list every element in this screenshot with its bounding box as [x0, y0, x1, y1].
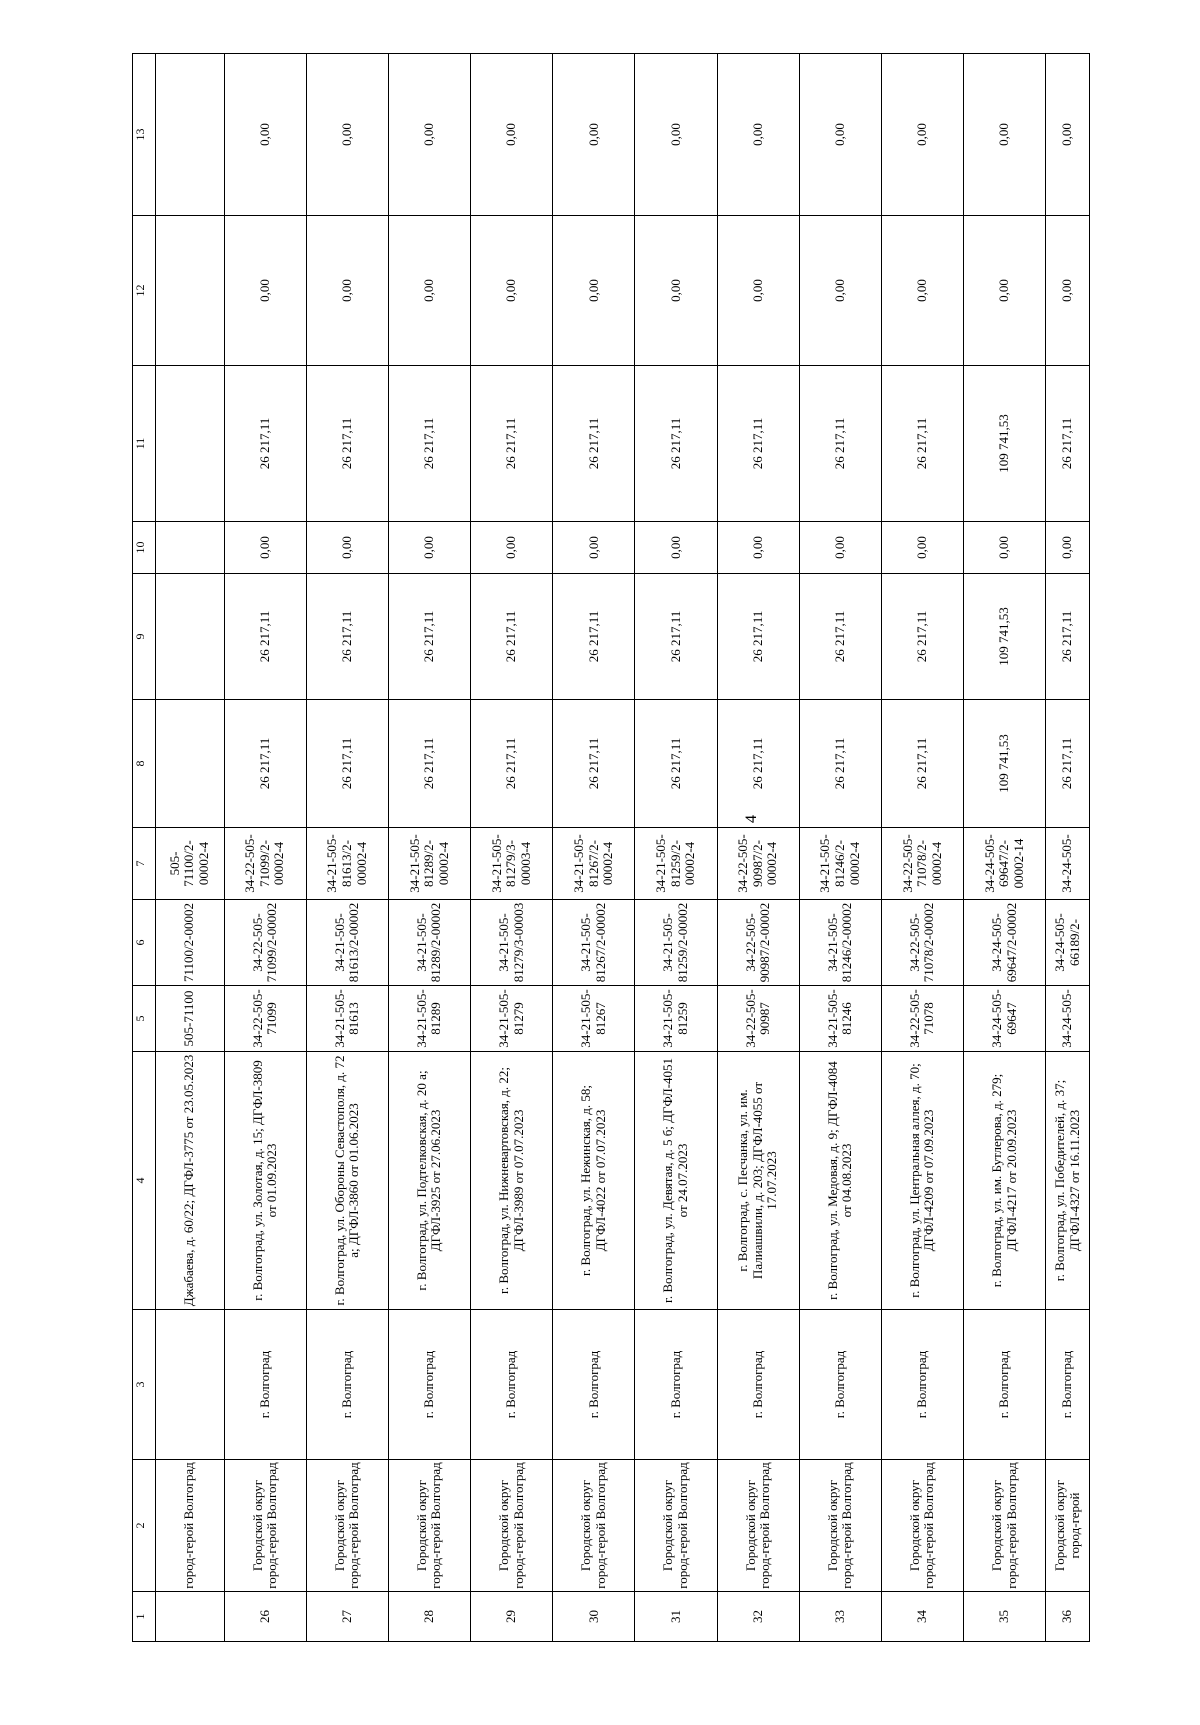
- address-cell: г. Волгоград, ул. Золотая, д. 15; ДГФЛ-3809 от 01.09.2023: [224, 1052, 306, 1310]
- value-cell-9: 26 217,11: [1046, 574, 1090, 700]
- row-number: 33: [799, 1592, 881, 1642]
- municipality-cell: Городской округ город-герой: [1046, 1460, 1090, 1592]
- value-cell-13: 0,00: [224, 54, 306, 216]
- column-number: 3: [133, 1310, 156, 1460]
- locality-cell: г. Волгоград: [388, 1310, 470, 1460]
- municipality-cell: Городской округ город-герой Волгоград: [717, 1460, 799, 1592]
- code-cell-6: 34-21-505-81289/2-00002: [388, 900, 470, 986]
- value-cell-8: [155, 700, 224, 828]
- value-cell-9: 26 217,11: [553, 574, 635, 700]
- code-cell-6: 34-21-505-81246/2-00002: [799, 900, 881, 986]
- value-cell-11: 26 217,11: [1046, 366, 1090, 522]
- value-cell-9: 26 217,11: [471, 574, 553, 700]
- value-cell-12: [155, 216, 224, 366]
- locality-cell: [155, 1310, 224, 1460]
- table-row: [306, 54, 388, 1642]
- address-cell: г. Волгоград, ул. им. Бутлерова, д. 279; ДГФЛ-4217 от 20.09.2023: [964, 1052, 1046, 1310]
- code-cell-7: 34-21-505-81279/3-00003-4: [471, 828, 553, 900]
- code-cell-6: 34-24-505-66189/2-: [1046, 900, 1090, 986]
- value-cell-12: 0,00: [388, 216, 470, 366]
- code-cell-6: 71100/2-00002: [155, 900, 224, 986]
- value-cell-9: 26 217,11: [799, 574, 881, 700]
- value-cell-9: 26 217,11: [881, 574, 963, 700]
- value-cell-12: 0,00: [635, 216, 717, 366]
- row-number: [155, 1592, 224, 1642]
- table-row: [717, 54, 799, 1642]
- value-cell-9: 26 217,11: [306, 574, 388, 700]
- code-cell-6: 34-22-505-90987/2-00002: [717, 900, 799, 986]
- municipality-cell: город-герой Волгоград: [155, 1460, 224, 1592]
- code-cell-5: 34-21-505-81267: [553, 986, 635, 1052]
- code-cell-5: 34-24-505-69647: [964, 986, 1046, 1052]
- value-cell-8: 26 217,11: [799, 700, 881, 828]
- locality-cell: г. Волгоград: [717, 1310, 799, 1460]
- code-cell-5: 34-24-505-: [1046, 986, 1090, 1052]
- code-cell-5: 34-22-505-71099: [224, 986, 306, 1052]
- value-cell-8: 26 217,11: [388, 700, 470, 828]
- value-cell-9: 26 217,11: [388, 574, 470, 700]
- locality-cell: г. Волгоград: [224, 1310, 306, 1460]
- row-number: 32: [717, 1592, 799, 1642]
- address-cell: г. Волгоград, ул. Девятая, д. 5 б; ДГФЛ-4051 от 24.07.2023: [635, 1052, 717, 1310]
- value-cell-11: 26 217,11: [388, 366, 470, 522]
- value-cell-9: 109 741,53: [964, 574, 1046, 700]
- code-cell-7: 34-22-505-90987/2-00002-4: [717, 828, 799, 900]
- locality-cell: г. Волгоград: [799, 1310, 881, 1460]
- row-number: 35: [964, 1592, 1046, 1642]
- code-cell-6: 34-22-505-71078/2-00002: [881, 900, 963, 986]
- address-cell: г. Волгоград, ул. Центральная аллея, д. 70; ДГФЛ-4209 от 07.09.2023: [881, 1052, 963, 1310]
- value-cell-12: 0,00: [799, 216, 881, 366]
- value-cell-13: 0,00: [1046, 54, 1090, 216]
- value-cell-11: 109 741,53: [964, 366, 1046, 522]
- value-cell-13: 0,00: [553, 54, 635, 216]
- table-body: [133, 54, 1090, 1642]
- locality-cell: г. Волгоград: [635, 1310, 717, 1460]
- value-cell-8: 26 217,11: [306, 700, 388, 828]
- code-cell-6: 34-21-505-81613/2-00002: [306, 900, 388, 986]
- value-cell-11: 26 217,11: [635, 366, 717, 522]
- value-cell-12: 0,00: [1046, 216, 1090, 366]
- value-cell-13: 0,00: [964, 54, 1046, 216]
- value-cell-11: 26 217,11: [717, 366, 799, 522]
- code-cell-7: 34-21-505-81289/2-00002-4: [388, 828, 470, 900]
- value-cell-10: 0,00: [964, 522, 1046, 574]
- value-cell-8: 26 217,11: [471, 700, 553, 828]
- column-number-row: [133, 54, 156, 1642]
- address-cell: г. Волгоград, ул. Победителей, д. 37; ДГФЛ-4327 от 16.11.2023: [1046, 1052, 1090, 1310]
- value-cell-12: 0,00: [471, 216, 553, 366]
- row-number: 26: [224, 1592, 306, 1642]
- continuation-row: [155, 54, 224, 1642]
- value-cell-12: 0,00: [717, 216, 799, 366]
- value-cell-10: 0,00: [1046, 522, 1090, 574]
- row-number: 36: [1046, 1592, 1090, 1642]
- table-row: [799, 54, 881, 1642]
- code-cell-7: 505-71100/2-00002-4: [155, 828, 224, 900]
- column-number: 2: [133, 1460, 156, 1592]
- register-table: [132, 53, 1090, 1642]
- code-cell-6: 34-21-505-81279/3-00003: [471, 900, 553, 986]
- value-cell-11: 26 217,11: [224, 366, 306, 522]
- value-cell-8: 26 217,11: [881, 700, 963, 828]
- value-cell-10: 0,00: [553, 522, 635, 574]
- locality-cell: г. Волгоград: [471, 1310, 553, 1460]
- table-row: [224, 54, 306, 1642]
- code-cell-5: 34-22-505-71078: [881, 986, 963, 1052]
- locality-cell: г. Волгоград: [306, 1310, 388, 1460]
- code-cell-5: 34-21-505-81613: [306, 986, 388, 1052]
- locality-cell: г. Волгоград: [964, 1310, 1046, 1460]
- table-row: [635, 54, 717, 1642]
- column-number: 10: [133, 522, 156, 574]
- column-number: 8: [133, 700, 156, 828]
- column-number: 6: [133, 900, 156, 986]
- value-cell-11: 26 217,11: [306, 366, 388, 522]
- address-cell: г. Волгоград, с. Песчанка, ул. им. Палиашвили, д. 203; ДГФЛ-4055 от 17.07.2023: [717, 1052, 799, 1310]
- column-number: 4: [133, 1052, 156, 1310]
- municipality-cell: Городской округ город-герой Волгоград: [799, 1460, 881, 1592]
- code-cell-5: 34-21-505-81246: [799, 986, 881, 1052]
- value-cell-11: 26 217,11: [553, 366, 635, 522]
- code-cell-7: 34-24-505-69647/2-00002-14: [964, 828, 1046, 900]
- address-cell: г. Волгоград, ул. Нижневартовская, д. 22; ДГФЛ-3989 от 07.07.2023: [471, 1052, 553, 1310]
- column-number: 9: [133, 574, 156, 700]
- row-number: 29: [471, 1592, 553, 1642]
- value-cell-10: 0,00: [471, 522, 553, 574]
- column-number: 11: [133, 366, 156, 522]
- address-cell: Джабаева, д. 60/22; ДГФЛ-3775 от 23.05.2023: [155, 1052, 224, 1310]
- municipality-cell: Городской округ город-герой Волгоград: [224, 1460, 306, 1592]
- row-number: 34: [881, 1592, 963, 1642]
- value-cell-13: 0,00: [717, 54, 799, 216]
- value-cell-8: 109 741,53: [964, 700, 1046, 828]
- table-row: [881, 54, 963, 1642]
- value-cell-12: 0,00: [964, 216, 1046, 366]
- row-number: 28: [388, 1592, 470, 1642]
- municipality-cell: Городской округ город-герой Волгоград: [306, 1460, 388, 1592]
- code-cell-7: 34-21-505-81267/2-00002-4: [553, 828, 635, 900]
- table-row: [553, 54, 635, 1642]
- code-cell-7: 34-21-505-81246/2-00002-4: [799, 828, 881, 900]
- column-number: 12: [133, 216, 156, 366]
- code-cell-5: 34-21-505-81259: [635, 986, 717, 1052]
- municipality-cell: Городской округ город-герой Волгоград: [388, 1460, 470, 1592]
- value-cell-11: 26 217,11: [881, 366, 963, 522]
- rotated-table-wrapper: [132, 54, 1090, 1642]
- value-cell-9: 26 217,11: [635, 574, 717, 700]
- code-cell-6: 34-21-505-81259/2-00002: [635, 900, 717, 986]
- municipality-cell: Городской округ город-герой Волгоград: [635, 1460, 717, 1592]
- value-cell-10: [155, 522, 224, 574]
- table-row: [471, 54, 553, 1642]
- value-cell-13: 0,00: [881, 54, 963, 216]
- value-cell-13: 0,00: [388, 54, 470, 216]
- value-cell-9: [155, 574, 224, 700]
- value-cell-13: [155, 54, 224, 216]
- row-number: 31: [635, 1592, 717, 1642]
- value-cell-12: 0,00: [881, 216, 963, 366]
- code-cell-7: 34-22-505-71078/2-00002-4: [881, 828, 963, 900]
- locality-cell: г. Волгоград: [553, 1310, 635, 1460]
- code-cell-5: 34-21-505-81289: [388, 986, 470, 1052]
- column-number: 7: [133, 828, 156, 900]
- column-number: 13: [133, 54, 156, 216]
- value-cell-10: 0,00: [881, 522, 963, 574]
- value-cell-12: 0,00: [224, 216, 306, 366]
- value-cell-10: 0,00: [224, 522, 306, 574]
- value-cell-10: 0,00: [717, 522, 799, 574]
- value-cell-11: 26 217,11: [471, 366, 553, 522]
- value-cell-8: 26 217,11: [553, 700, 635, 828]
- value-cell-11: [155, 366, 224, 522]
- value-cell-10: 0,00: [388, 522, 470, 574]
- row-number: 30: [553, 1592, 635, 1642]
- code-cell-5: 505-71100: [155, 986, 224, 1052]
- value-cell-13: 0,00: [635, 54, 717, 216]
- code-cell-7: 34-22-505-71099/2-00002-4: [224, 828, 306, 900]
- code-cell-6: 34-22-505-71099/2-00002: [224, 900, 306, 986]
- municipality-cell: Городской округ город-герой Волгоград: [553, 1460, 635, 1592]
- value-cell-11: 26 217,11: [799, 366, 881, 522]
- value-cell-8: 26 217,11: [224, 700, 306, 828]
- page-number: 4: [743, 815, 760, 823]
- value-cell-12: 0,00: [306, 216, 388, 366]
- table-row: [964, 54, 1046, 1642]
- value-cell-10: 0,00: [635, 522, 717, 574]
- value-cell-8: 26 217,11: [1046, 700, 1090, 828]
- address-cell: г. Волгоград, ул. Обороны Севастополя, д. 72 а; ДГФЛ-3860 от 01.06.2023: [306, 1052, 388, 1310]
- column-number: 5: [133, 986, 156, 1052]
- value-cell-9: 26 217,11: [224, 574, 306, 700]
- value-cell-10: 0,00: [799, 522, 881, 574]
- address-cell: г. Волгоград, ул. Медовая, д. 9; ДГФЛ-4084 от 04.08.2023: [799, 1052, 881, 1310]
- municipality-cell: Городской округ город-герой Волгоград: [471, 1460, 553, 1592]
- value-cell-13: 0,00: [306, 54, 388, 216]
- locality-cell: г. Волгоград: [881, 1310, 963, 1460]
- code-cell-6: 34-24-505-69647/2-00002: [964, 900, 1046, 986]
- value-cell-13: 0,00: [799, 54, 881, 216]
- municipality-cell: Городской округ город-герой Волгоград: [881, 1460, 963, 1592]
- value-cell-12: 0,00: [553, 216, 635, 366]
- column-number: 1: [133, 1592, 156, 1642]
- code-cell-6: 34-21-505-81267/2-00002: [553, 900, 635, 986]
- code-cell-7: 34-21-505-81613/2-00002-4: [306, 828, 388, 900]
- table-row: [1046, 54, 1090, 1642]
- code-cell-5: 34-21-505-81279: [471, 986, 553, 1052]
- address-cell: г. Волгоград, ул. Нежинская, д. 58; ДГФЛ-4022 от 07.07.2023: [553, 1052, 635, 1310]
- municipality-cell: Городской округ город-герой Волгоград: [964, 1460, 1046, 1592]
- row-number: 27: [306, 1592, 388, 1642]
- value-cell-10: 0,00: [306, 522, 388, 574]
- code-cell-7: 34-24-505-: [1046, 828, 1090, 900]
- table-row: [388, 54, 470, 1642]
- code-cell-5: 34-22-505-90987: [717, 986, 799, 1052]
- address-cell: г. Волгоград, ул. Подтелковская, д. 20 а; ДГФЛ-3925 от 27.06.2023: [388, 1052, 470, 1310]
- value-cell-13: 0,00: [471, 54, 553, 216]
- value-cell-8: 26 217,11: [717, 700, 799, 828]
- locality-cell: г. Волгоград: [1046, 1310, 1090, 1460]
- value-cell-8: 26 217,11: [635, 700, 717, 828]
- code-cell-7: 34-21-505-81259/2-00002-4: [635, 828, 717, 900]
- value-cell-9: 26 217,11: [717, 574, 799, 700]
